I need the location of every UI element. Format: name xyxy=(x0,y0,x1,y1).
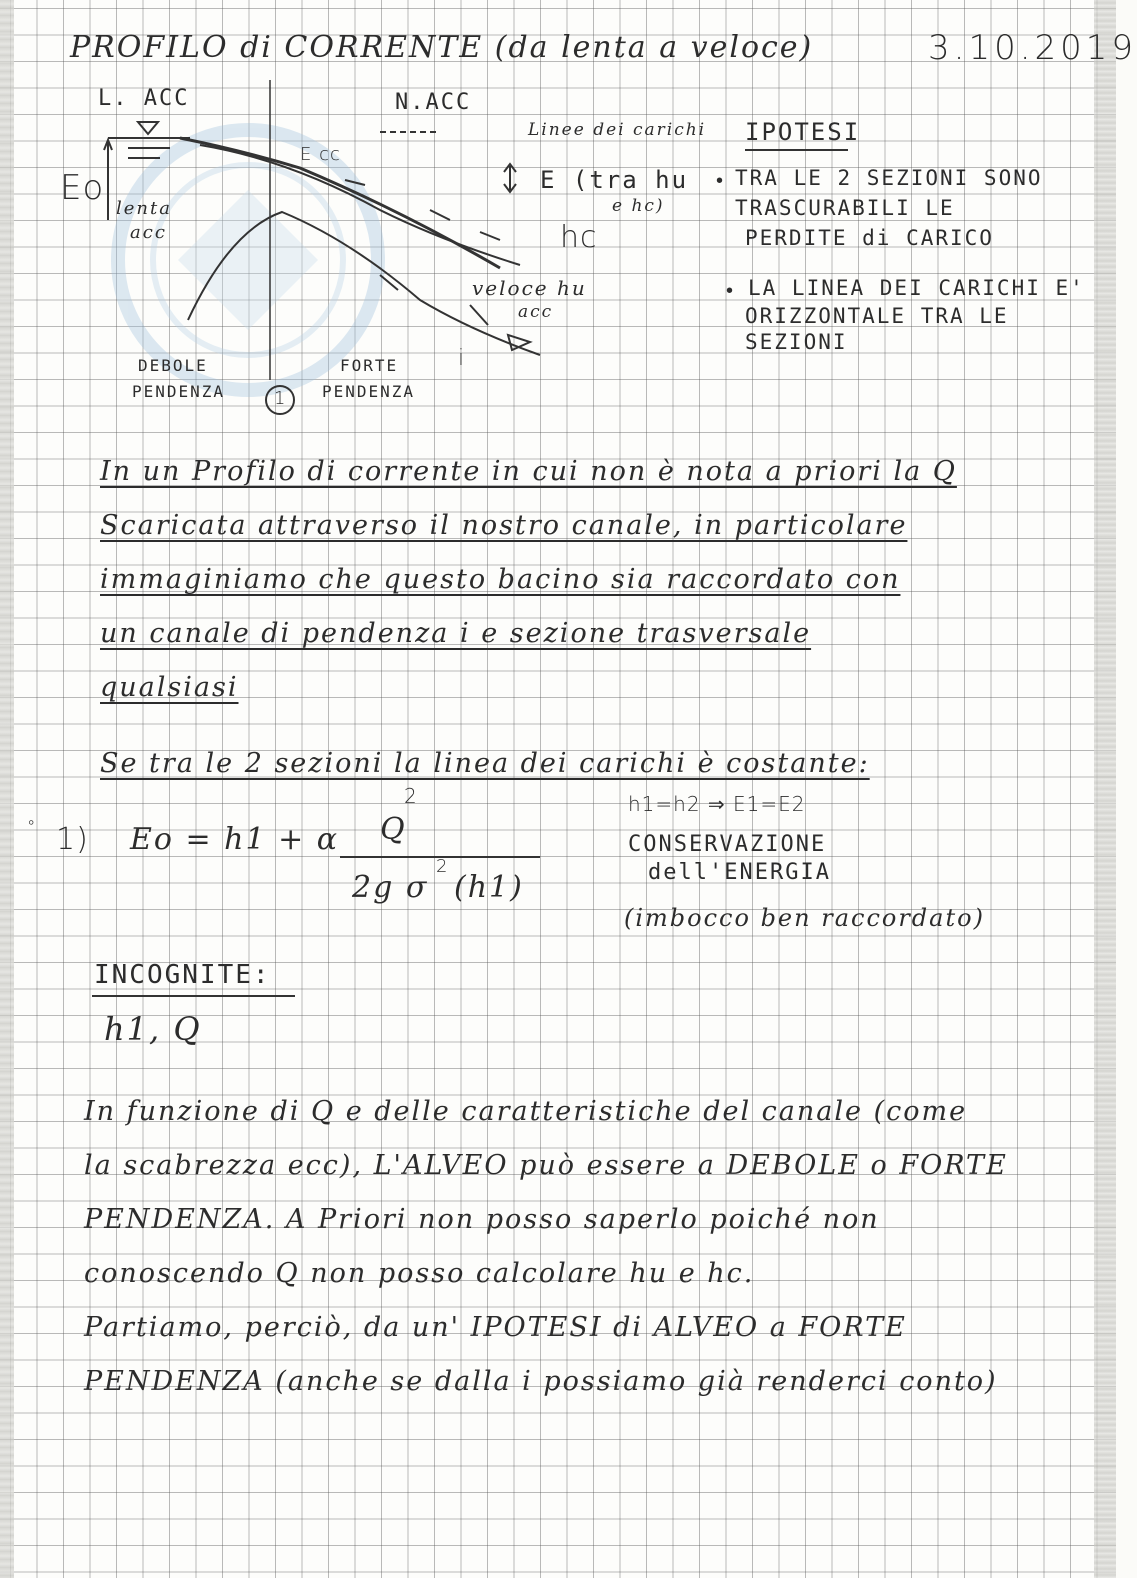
paragraph-1-line-2: Scaricata attraverso il nostro canale, in particolare xyxy=(100,510,908,541)
hypothesis-2-line-1: LA LINEA DEI CARICHI E' xyxy=(748,276,1085,300)
label-e-cc: E cc xyxy=(300,144,341,165)
paragraph-3-line-2: la scabrezza ecc), L'ALVEO può essere a DEBOLE o FORTE xyxy=(84,1150,1008,1181)
paragraph-3-line-1: In funzione di Q e delle caratteristiche del canale (come xyxy=(84,1096,968,1127)
equation-numerator-exponent: 2 xyxy=(404,784,418,808)
paragraph-1-line-4: un canale di pendenza i e sezione trasversale xyxy=(100,618,812,649)
unknowns-values: h1, Q xyxy=(104,1010,202,1048)
label-forte: FORTE xyxy=(340,356,399,375)
equation-number: 1) xyxy=(56,822,89,857)
equation-numerator: Q xyxy=(380,812,407,847)
side-note-line-4: (imbocco ben raccordato) xyxy=(624,904,985,932)
label-slope-i: i xyxy=(458,346,466,371)
label-lenta: lenta xyxy=(116,198,172,219)
label-veloce-acc: acc xyxy=(518,302,554,322)
unknowns-title: INCOGNITE: xyxy=(94,960,271,990)
label-section-1: 1 xyxy=(274,388,287,409)
hypothesis-bullet-1: • xyxy=(716,168,725,192)
paragraph-1-line-5: qualsiasi xyxy=(100,672,239,703)
hypothesis-2-line-3: SEZIONI xyxy=(745,330,848,354)
label-n-acc: N.ACC xyxy=(395,90,472,115)
hypothesis-1-line-2: TRASCURABILI LE xyxy=(735,196,955,220)
paragraph-1-line-1: In un Profilo di corrente in cui non è nota a priori la Q xyxy=(100,456,957,487)
hypotheses-title: IPOTESI xyxy=(745,118,861,146)
page-date: 3.10.2019 xyxy=(928,28,1137,68)
paragraph-3-line-4: conoscendo Q non posso calcolare hu e hc. xyxy=(84,1258,755,1289)
label-e-tra-2: e hc) xyxy=(612,196,665,216)
paragraph-3-line-6: PENDENZA (anche se dalla i possiamo già renderci conto) xyxy=(84,1366,998,1397)
paragraph-3-line-3: PENDENZA. A Priori non posso saperlo poiché non xyxy=(84,1204,880,1235)
side-note-line-1: h1=h2 ⇒ E1=E2 xyxy=(628,792,806,816)
paragraph-3-line-5: Partiamo, perciò, da un' IPOTESI di ALVEO a FORTE xyxy=(84,1312,907,1343)
hypothesis-bullet-2: • xyxy=(726,278,735,302)
hypotheses-caption: Linee dei carichi xyxy=(528,120,707,140)
page-title: PROFILO di CORRENTE (da lenta a veloce) xyxy=(70,30,814,65)
label-debole: DEBOLE xyxy=(138,356,208,375)
label-l-acc: L. ACC xyxy=(98,86,190,111)
label-forte-pendenza: PENDENZA xyxy=(322,382,416,401)
paragraph-1-line-3: immaginiamo che questo bacino sia raccordato con xyxy=(100,564,901,595)
label-debole-pendenza: PENDENZA xyxy=(132,382,226,401)
equation-denominator: 2g σ xyxy=(352,870,429,905)
side-note-line-2: CONSERVAZIONE xyxy=(628,832,827,857)
hypothesis-2-line-2: ORIZZONTALE TRA LE xyxy=(745,304,1009,328)
label-veloce-hu: veloce hu xyxy=(472,276,587,300)
paragraph-2: Se tra le 2 sezioni la linea dei carichi è costante: xyxy=(100,748,870,779)
equation-lhs: Eo = h1 + α xyxy=(130,822,340,857)
label-e0: Eo xyxy=(60,168,105,208)
equation-denominator-arg: (h1) xyxy=(454,870,524,905)
hypothesis-1-line-1: TRA LE 2 SEZIONI SONO xyxy=(735,166,1043,190)
label-e-tra: E (tra hu xyxy=(540,166,689,194)
hypothesis-1-line-3: PERDITE di CARICO xyxy=(745,226,994,250)
water-level-symbol xyxy=(138,122,158,134)
equation-denominator-exponent: 2 xyxy=(436,856,449,877)
label-lenta-acc: acc xyxy=(130,222,167,243)
label-hc: hc xyxy=(560,220,598,255)
equation-bullet: ◦ xyxy=(28,812,36,833)
side-note-line-3: dell'ENERGIA xyxy=(648,860,831,885)
